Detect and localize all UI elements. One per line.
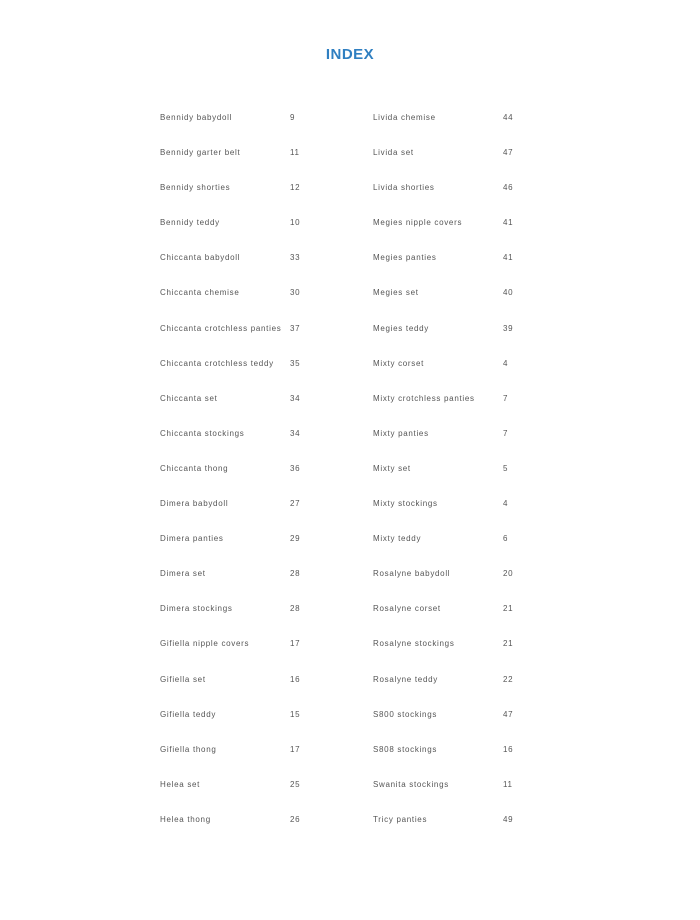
index-entry	[160, 601, 360, 636]
index-entry	[373, 180, 573, 215]
index-entry-page-number: 11	[503, 779, 513, 789]
index-entry-page-number: 47	[503, 148, 514, 158]
index-entry-page-number: 40	[503, 288, 514, 298]
index-entry	[160, 180, 360, 215]
index-entry	[373, 812, 573, 847]
index-column-left	[160, 110, 360, 847]
index-entry	[160, 285, 360, 320]
index-entry	[373, 215, 573, 250]
index-entry	[160, 426, 360, 461]
index-entry	[373, 145, 573, 180]
index-entry-name: Gifiella set	[160, 674, 206, 684]
index-entry	[160, 777, 360, 812]
index-entry	[160, 531, 360, 566]
index-entry-name: Chiccanta babydoll	[160, 253, 241, 263]
index-entry-name: Chiccanta crotchless teddy	[160, 358, 274, 368]
index-entry	[160, 110, 360, 145]
index-entry-page-number: 16	[290, 674, 301, 684]
index-entry-page-number: 6	[503, 534, 509, 544]
index-entry-name: Rosalyne teddy	[373, 674, 438, 684]
index-entry	[373, 601, 573, 636]
index-entry	[373, 461, 573, 496]
index-entry-name: S808 stockings	[373, 744, 438, 754]
index-entry-page-number: 46	[503, 183, 514, 193]
index-entry-page-number: 26	[290, 814, 301, 824]
index-entry-name: Megies nipple covers	[373, 218, 463, 228]
index-entry-page-number: 7	[503, 428, 509, 438]
index-entry	[373, 110, 573, 145]
index-entry-page-number: 7	[503, 393, 509, 403]
index-entry-page-number: 34	[290, 393, 301, 403]
index-entry-name: Dimera set	[160, 569, 206, 579]
index-entry-name: Mixty panties	[373, 428, 429, 438]
index-entry-page-number: 25	[290, 779, 301, 789]
index-entry-page-number: 49	[503, 814, 514, 824]
index-entry-page-number: 44	[503, 113, 514, 122]
index-entry	[160, 356, 360, 391]
index-entry-name: Bennidy babydoll	[160, 113, 233, 122]
index-entry	[160, 496, 360, 531]
index-entry	[160, 145, 360, 180]
index-entry-page-number: 28	[290, 569, 301, 579]
index-entry-page-number: 28	[290, 604, 301, 614]
index-entry-page-number: 35	[290, 358, 301, 368]
index-entry-name: Livida chemise	[373, 113, 436, 122]
index-entry-name: Livida set	[373, 148, 414, 158]
index-entry-page-number: 21	[503, 639, 514, 649]
index-entry-name: Megies set	[373, 288, 419, 298]
index-entry-page-number: 5	[503, 463, 509, 473]
index-entry-name: Tricy panties	[373, 814, 428, 824]
index-entry-page-number: 41	[503, 253, 514, 263]
index-entry	[373, 672, 573, 707]
index-entry-name: Gifiella teddy	[160, 709, 217, 719]
index-entry	[160, 566, 360, 601]
index-entry	[373, 250, 573, 285]
index-entry	[160, 672, 360, 707]
index-entry	[373, 531, 573, 566]
index-entry-page-number: 16	[503, 744, 514, 754]
index-entry	[160, 636, 360, 671]
index-entry-name: Dimera babydoll	[160, 499, 229, 509]
index-entry-name: Megies teddy	[373, 323, 429, 333]
index-entry-page-number: 39	[503, 323, 514, 333]
index-entry-name: Bennidy garter belt	[160, 148, 241, 158]
index-column-right	[373, 110, 573, 847]
index-entry-page-number: 34	[290, 428, 301, 438]
index-entry-page-number: 37	[290, 323, 301, 333]
index-entry-name: Helea set	[160, 779, 201, 789]
index-entry-name: Dimera stockings	[160, 604, 233, 614]
index-entry	[373, 391, 573, 426]
index-entry-page-number: 9	[290, 113, 296, 122]
index-entry-name: Livida shorties	[373, 183, 435, 193]
index-entry-name: Chiccanta set	[160, 393, 218, 403]
index-entry-page-number: 4	[503, 358, 509, 368]
index-entry	[373, 777, 573, 812]
index-entry-page-number: 30	[290, 288, 301, 298]
index-entry-page-number: 11	[290, 148, 300, 158]
index-entry-page-number: 33	[290, 253, 301, 263]
index-entry-name: Mixty stockings	[373, 499, 438, 509]
index-entry-page-number: 36	[290, 463, 301, 473]
index-entry-page-number: 21	[503, 604, 514, 614]
index-entry-page-number: 17	[290, 744, 301, 754]
index-entry-name: Dimera panties	[160, 534, 224, 544]
index-entry-page-number: 29	[290, 534, 301, 544]
index-entry	[160, 321, 360, 356]
index-entry-name: Swanita stockings	[373, 779, 449, 789]
index-entry-name: Gifiella thong	[160, 744, 217, 754]
index-entry-page-number: 20	[503, 569, 514, 579]
index-entry-name: Bennidy teddy	[160, 218, 220, 228]
index-entry-name: Rosalyne babydoll	[373, 569, 451, 579]
index-entry-name: Gifiella nipple covers	[160, 639, 250, 649]
index-entry	[373, 285, 573, 320]
index-entry-name: Chiccanta thong	[160, 463, 229, 473]
index-entry	[373, 636, 573, 671]
index-entry	[160, 250, 360, 285]
index-entry-name: Chiccanta crotchless panties	[160, 323, 282, 333]
index-entry	[160, 215, 360, 250]
index-entry-page-number: 47	[503, 709, 514, 719]
index-entry-name: Mixty crotchless panties	[373, 393, 475, 403]
index-entry	[373, 496, 573, 531]
index-entry-name: S800 stockings	[373, 709, 438, 719]
index-entry	[160, 742, 360, 777]
index-entry-page-number: 10	[290, 218, 301, 228]
index-entry-name: Megies panties	[373, 253, 437, 263]
index-entry	[160, 461, 360, 496]
index-entry-name: Mixty corset	[373, 358, 425, 368]
index-entry	[373, 742, 573, 777]
index-entry-page-number: 17	[290, 639, 301, 649]
index-entry	[373, 426, 573, 461]
index-entry	[160, 707, 360, 742]
index-entry-page-number: 15	[290, 709, 301, 719]
page-title: INDEX	[325, 46, 375, 63]
index-entry-name: Mixty teddy	[373, 534, 422, 544]
index-entry-page-number: 27	[290, 499, 301, 509]
index-entry-name: Rosalyne corset	[373, 604, 441, 614]
index-entry	[160, 812, 360, 847]
index-entry-name: Helea thong	[160, 814, 211, 824]
index-entry	[373, 321, 573, 356]
index-entry	[373, 707, 573, 742]
index-entry	[160, 391, 360, 426]
index-entry-name: Bennidy shorties	[160, 183, 231, 193]
index-entry	[373, 566, 573, 601]
index-entry-name: Chiccanta chemise	[160, 288, 240, 298]
index-entry-page-number: 22	[503, 674, 514, 684]
index-entry-name: Mixty set	[373, 463, 411, 473]
index-entry-name: Chiccanta stockings	[160, 428, 245, 438]
index-entry	[373, 356, 573, 391]
index-entry-page-number: 12	[290, 183, 301, 193]
index-entry-page-number: 4	[503, 499, 509, 509]
index-entry-page-number: 41	[503, 218, 514, 228]
index-entry-name: Rosalyne stockings	[373, 639, 455, 649]
